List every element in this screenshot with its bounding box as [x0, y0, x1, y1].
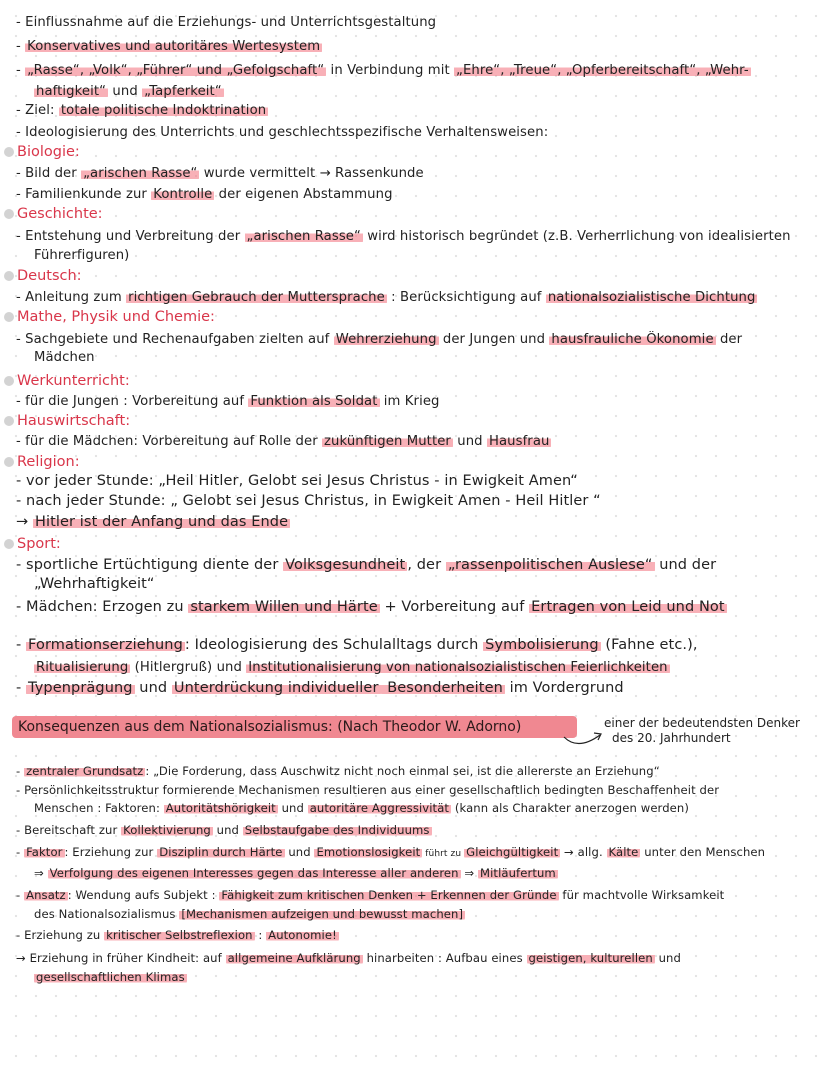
note-line: - vor jeder Stunde: „Heil Hitler, Gelobt sei Jesus Christus - in Ewigkeit Amen“ — [16, 473, 578, 489]
note-line: - sportliche Ertüchtigung diente der Volksgesundheit , der „rassenpolitischen Auslese“ und der — [16, 557, 717, 573]
note-line: des Nationalsozialismus [Mechanismen aufzeigen und bewusst machen] — [34, 907, 464, 921]
note-line: - Entstehung und Verbreitung der „arischen Rasse“ wird historisch begründet (z.B. Verherrlichung von idealisierten — [16, 229, 791, 244]
note-line: - „Rasse“, „Volk“, „Führer“ und „Gefolgschaft“ in Verbindung mit „Ehre“, „Treue“, „Opferbereitschaft“, „Wehr- — [16, 63, 749, 78]
note-line: - Faktor : Erziehung zur Disziplin durch Härte und Emotionslosigkeit führt zu Gleichgültigkeit → allg. Kälte unter den Menschen — [16, 845, 766, 859]
note-line: - nach jeder Stunde: „ Gelobt sei Jesus Christus, in Ewigkeit Amen - Heil Hitler “ — [16, 493, 601, 509]
note-line: - Ziel: totale politische Indoktrination — [16, 103, 267, 118]
note-line: - Ansatz : Wendung aufs Subjekt : Fähigkeit zum kritischen Denken + Erkennen der Gründe für machtvolle Wirksamkeit — [16, 888, 725, 902]
note-line: ⇒ Verfolgung des eigenen Interesses gegen das Interesse aller anderen ⇒ Mitläufertum — [34, 866, 556, 880]
note-line: - Formationserziehung : Ideologisierung des Schulalltags durch Symbolisierung (Fahne etc.), — [16, 637, 698, 653]
note-line: - Konservatives und autoritäres Wertesystem — [16, 39, 321, 54]
note-line: - Typenprägung und Unterdrückung individueller Besonderheiten im Vordergrund — [16, 680, 624, 696]
note-line: „Wehrhaftigkeit“ — [34, 576, 155, 592]
note-line: - zentraler Grundsatz : „Die Forderung, dass Auschwitz nicht noch einmal sei, ist die allererste an Erziehung“ — [16, 764, 660, 778]
note-line: Führerfiguren) — [34, 248, 130, 263]
curved-arrow-icon — [560, 727, 608, 751]
note-line: → Hitler ist der Anfang und das Ende — [16, 514, 289, 530]
consequences-heading: Konsequenzen aus dem Nationalsozialismus: (Nach Theodor W. Adorno) — [12, 716, 577, 738]
heading-deutsch: Deutsch: — [4, 267, 82, 285]
note-line: Ritualisierung (Hitlergruß) und Institutionalisierung von nationalsozialistischen Feierlichkeiten — [36, 660, 668, 675]
heading-sport: Sport: — [4, 535, 61, 553]
note-line: - Erziehung zu kritischer Selbstreflexion : Autonomie! — [16, 928, 337, 942]
note-line: - Anleitung zum richtigen Gebrauch der Muttersprache : Berücksichtigung auf nationalsozialistische Dichtung — [16, 290, 756, 305]
heading-mathe: Mathe, Physik und Chemie: — [4, 308, 215, 326]
heading-religion: Religion: — [4, 453, 80, 471]
note-line: - für die Jungen : Vorbereitung auf Funktion als Soldat im Krieg — [16, 394, 440, 409]
note-line: - Mädchen: Erzogen zu starkem Willen und Härte + Vorbereitung auf Ertragen von Leid und Not — [16, 599, 725, 615]
note-line: - Sachgebiete und Rechenaufgaben zielten auf Wehrerziehung der Jungen und hausfrauliche Ökonomie der — [16, 332, 743, 347]
heading-geschichte: Geschichte: — [4, 205, 103, 223]
note-line: - Bereitschaft zur Kollektivierung und Selbstaufgabe des Individuums — [16, 823, 430, 837]
heading-werkunterricht: Werkunterricht: — [4, 372, 130, 390]
note-line: - Persönlichkeitsstruktur formierende Mechanismen resultieren aus einer gesellschaftlich bedingten Beschaffenheit der — [16, 783, 720, 797]
note-line: Mädchen — [34, 350, 95, 365]
note-line: haftigkeit“ und „Tapferkeit“ — [36, 84, 222, 99]
aside-note: des 20. Jahrhundert — [612, 731, 731, 745]
note-line: - Bild der „arischen Rasse“ wurde vermittelt → Rassenkunde — [16, 166, 424, 181]
note-line: - Einflussnahme auf die Erziehungs- und Unterrichtsgestaltung — [16, 15, 437, 30]
note-line: gesellschaftlichen Klimas — [36, 970, 185, 984]
aside-note: einer der bedeutendsten Denker — [604, 716, 800, 730]
note-line: - Ideologisierung des Unterrichts und geschlechtsspezifische Verhaltensweisen: — [16, 125, 549, 140]
heading-hauswirtschaft: Hauswirtschaft: — [4, 412, 130, 430]
note-line: → Erziehung in früher Kindheit: auf allgemeine Aufklärung hinarbeiten : Aufbau eines geistigen, kulturellen und — [16, 951, 681, 965]
note-line: - für die Mädchen: Vorbereitung auf Rolle der zukünftigen Mutter und Hausfrau — [16, 434, 550, 449]
note-line: - Familienkunde zur Kontrolle der eigenen Abstammung — [16, 187, 393, 202]
note-line: Menschen : Faktoren: Autoritätshörigkeit und autoritäre Aggressivität (kann als Charakter anerzogen werden) — [34, 801, 689, 815]
heading-biologie: Biologie: — [4, 143, 80, 161]
